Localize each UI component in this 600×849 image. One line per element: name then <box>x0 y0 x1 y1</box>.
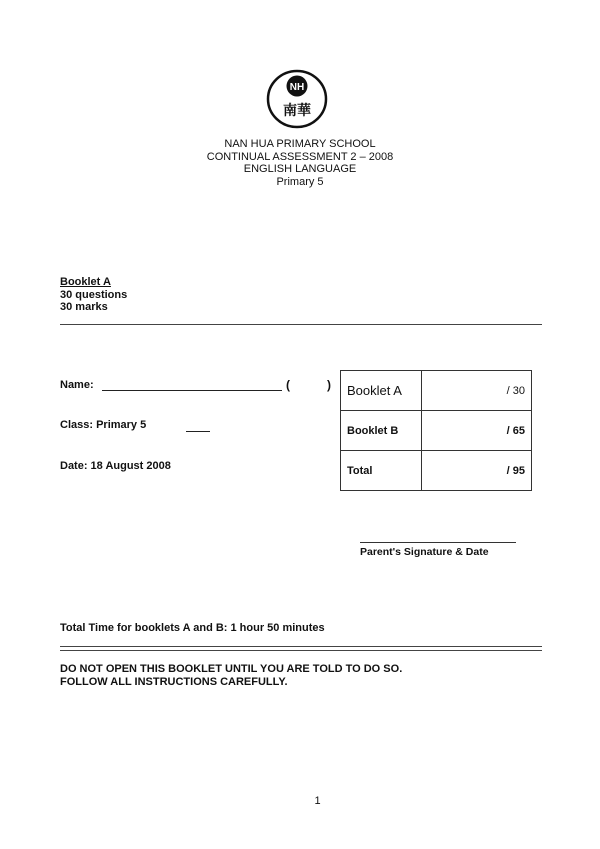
marks-row-value: / 30 <box>422 371 532 411</box>
marks-row-total <box>341 451 532 491</box>
marks-row-label: Booklet B <box>341 411 422 451</box>
divider-bottom-1 <box>60 646 542 647</box>
logo-monogram: NH <box>289 82 305 93</box>
divider-bottom-2 <box>60 650 542 651</box>
school-name: NAN HUA PRIMARY SCHOOL <box>224 138 376 150</box>
marks-row-booklet-b <box>341 411 532 451</box>
subject-title: ENGLISH LANGUAGE <box>243 163 357 175</box>
school-logo <box>265 68 329 130</box>
date-label: Date: 18 August 2008 <box>60 460 171 472</box>
marks-row-booklet-a <box>341 371 532 411</box>
instruction-line-2: FOLLOW ALL INSTRUCTIONS CAREFULLY. <box>60 676 288 688</box>
marks-row-label: Total <box>341 451 422 491</box>
marks-table <box>340 370 532 491</box>
instruction-line-1: DO NOT OPEN THIS BOOKLET UNTIL YOU ARE TOLD TO DO SO. <box>60 663 403 675</box>
logo-chinese-name: 南華 <box>283 103 311 119</box>
marks-row-value: / 65 <box>422 411 532 451</box>
question-count: 30 questions <box>60 288 128 301</box>
marks-count: 30 marks <box>60 301 108 313</box>
marks-row-label: Booklet A <box>341 371 422 411</box>
page-number: 1 <box>314 795 321 807</box>
page-header <box>0 138 600 188</box>
level-title: Primary 5 <box>276 175 324 188</box>
name-input-line[interactable] <box>102 390 282 391</box>
marks-row-value: / 95 <box>422 451 532 491</box>
divider-top <box>60 324 542 325</box>
class-label: Class: Primary 5 <box>60 419 147 431</box>
index-paren-close: ) <box>327 378 331 392</box>
name-label: Name: <box>60 379 94 391</box>
assessment-title: CONTINUAL ASSESSMENT 2 – 2008 <box>206 150 394 163</box>
index-paren-open: ( <box>286 378 290 392</box>
signature-line[interactable] <box>360 542 516 543</box>
booklet-title: Booklet A <box>60 276 111 288</box>
signature-label: Parent's Signature & Date <box>360 546 489 558</box>
instructions <box>60 663 402 689</box>
booklet-info <box>60 276 127 314</box>
class-input-line[interactable] <box>186 431 210 432</box>
total-time: Total Time for booklets A and B: 1 hour 50 minutes <box>60 622 325 634</box>
